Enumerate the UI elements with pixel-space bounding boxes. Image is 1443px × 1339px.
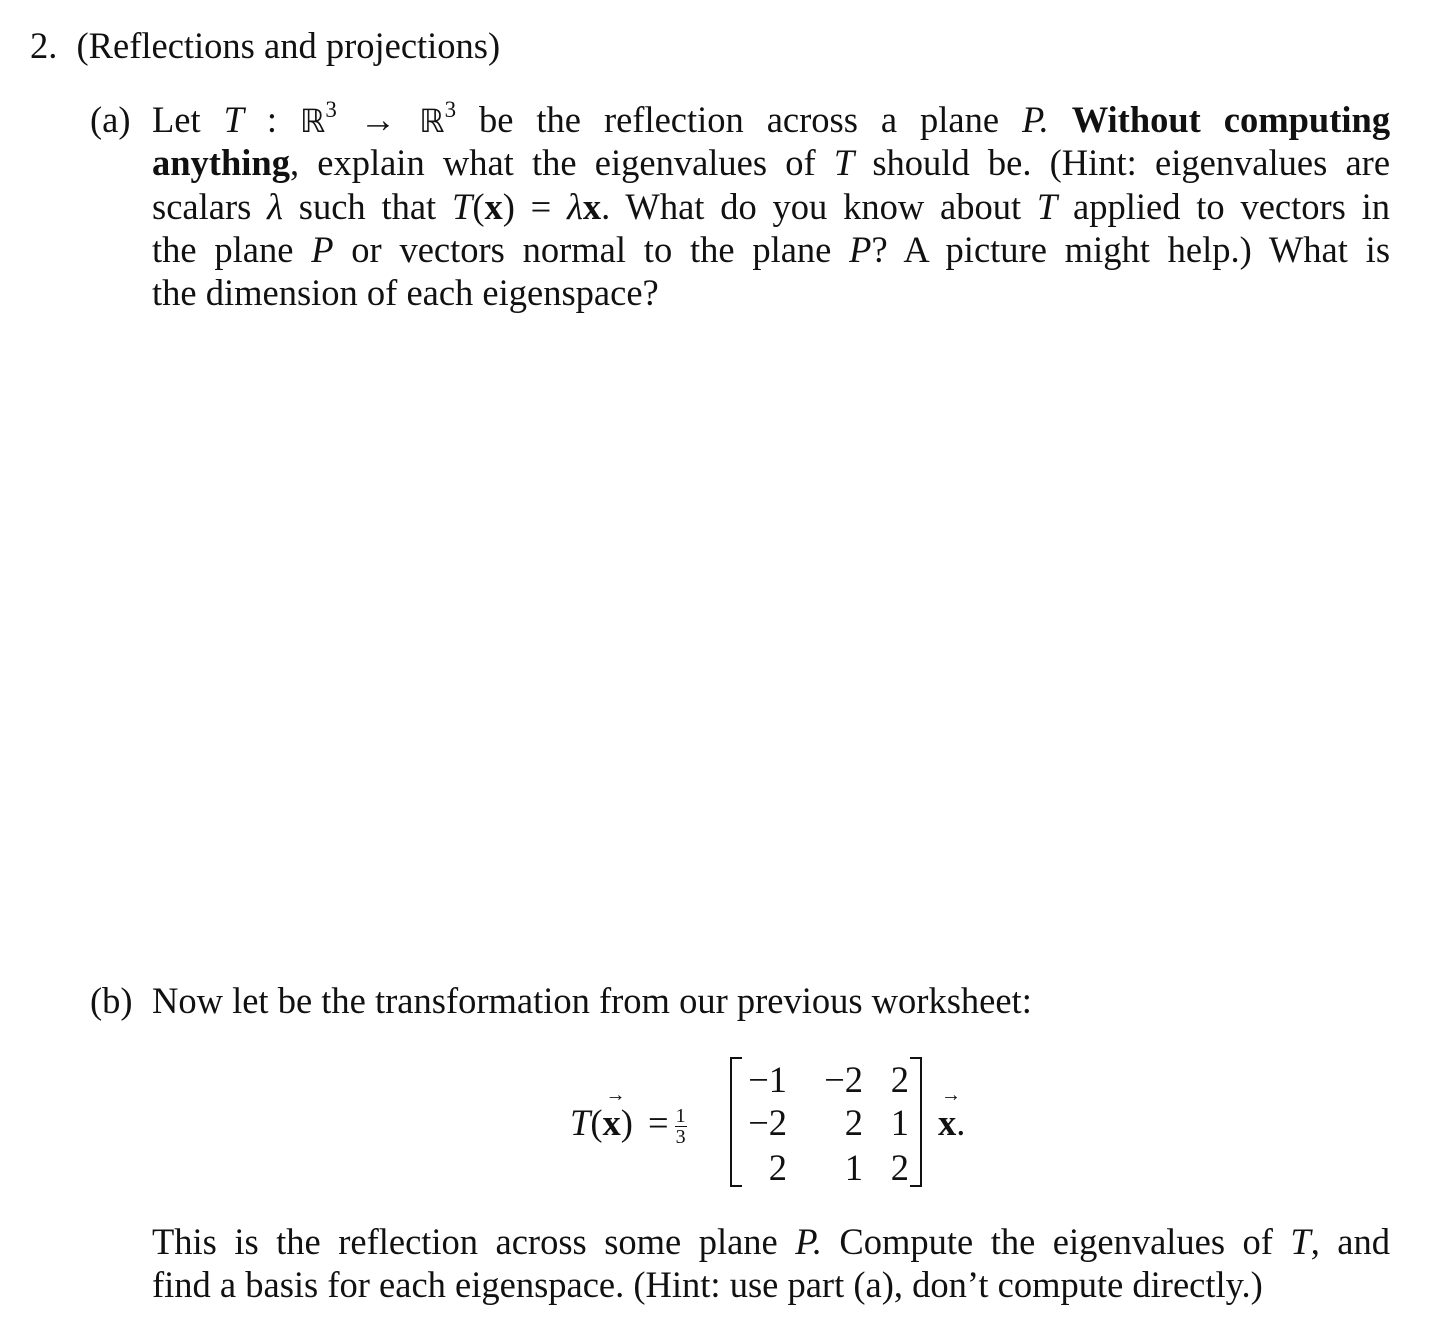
matrix-right-bracket xyxy=(910,1057,922,1187)
matrix-cell: 2 xyxy=(890,1059,909,1100)
problem-title: (Reflections and projections) xyxy=(76,25,501,66)
matrix-cell: 2 xyxy=(844,1102,863,1143)
problem-number: 2. xyxy=(30,25,58,66)
part-b-label: (b) xyxy=(90,980,133,1021)
part-b-line-2: find a basis for each eigenspace. (Hint: use part (a), don’t compute directly.) xyxy=(152,1264,1263,1305)
fraction-one-third: $\frac{1}{3}$ xyxy=(675,1105,686,1149)
part-a-label: (a) xyxy=(90,99,131,140)
part-a-line-4: the plane P or vectors normal to the plane P? A picture might help.) What is xyxy=(152,229,1391,270)
part-a-line-1: Let T : ℝ$^3$ → ℝ$^3$ be the reflection across a plane P. Without computing xyxy=(152,97,1391,140)
vector-arrow-icon: → xyxy=(605,1084,626,1106)
part-a-line-5: the dimension of each eigenspace? xyxy=(152,272,659,313)
matrix-cell: 2 xyxy=(890,1147,909,1188)
part-b-line-1: This is the reflection across some plane P. Compute the eigenvalues of T, and xyxy=(152,1221,1391,1262)
vector-x: x → xyxy=(602,1084,626,1143)
vector-arrow-icon: → xyxy=(941,1084,961,1106)
part-a-line-3: scalars λ such that T(x) = λx. What do you know about T applied to vectors in xyxy=(152,186,1391,227)
matrix-cell: −2 xyxy=(748,1102,787,1143)
matrix-cell: 2 xyxy=(768,1147,787,1188)
vector-x: x → xyxy=(938,1084,961,1143)
equation-rhs: x → . xyxy=(938,1084,966,1143)
matrix-cell: 1 xyxy=(890,1102,909,1143)
part-b-intro: Now let be the transformation from our previous worksheet: xyxy=(152,980,1032,1021)
equation-lhs: T(x → ) = $\frac{1}{3}$ xyxy=(570,1084,686,1149)
matrix-cell: 1 xyxy=(844,1147,863,1188)
matrix-cell: −2 xyxy=(824,1059,863,1100)
problem-heading xyxy=(30,24,500,67)
part-a-line-2: anything, explain what the eigenvalues of T should be. (Hint: eigenvalues are xyxy=(152,142,1391,183)
matrix-cell: −1 xyxy=(748,1059,787,1100)
